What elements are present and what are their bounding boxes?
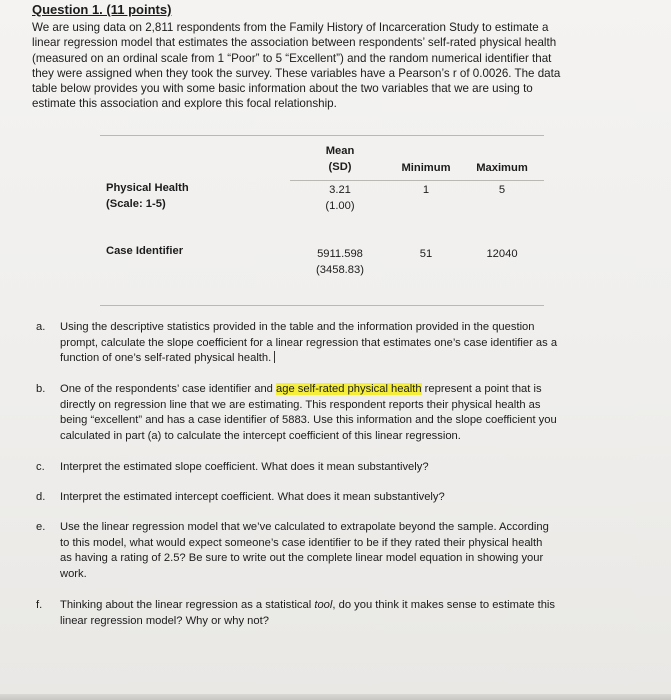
part-line: Using the descriptive statistics provided in the table and the information provided in the question bbox=[60, 321, 535, 333]
part-line-post: , do you think it makes sense to estimate this bbox=[332, 599, 556, 611]
part-line-pre: Thinking about the linear regression as a statistical bbox=[60, 599, 315, 611]
part-marker: e. bbox=[36, 521, 46, 533]
part-marker: c. bbox=[36, 461, 45, 473]
part-line: as having a rating of 2.5? Be sure to write out the complete linear model equation in showing your bbox=[60, 552, 544, 565]
text-cursor bbox=[274, 351, 275, 363]
page-bottom-edge bbox=[0, 694, 671, 700]
intro-line: estimate this association and explore this focal relationship. bbox=[32, 97, 337, 111]
cell-maximum: 5 bbox=[498, 184, 506, 196]
header-sd: (SD) bbox=[328, 161, 352, 173]
question-intro bbox=[32, 20, 632, 112]
part-marker: d. bbox=[36, 491, 46, 503]
table-header-rule bbox=[290, 180, 544, 181]
part-marker: a. bbox=[36, 321, 46, 333]
intro-line: they were assigned when they took the survey. These variables have a Pearson’s r of 0.0026. The data bbox=[32, 66, 561, 80]
part-line-with-italic bbox=[60, 598, 640, 614]
part-line: directly on regression line that we are estimating. This respondent reports their physical health as bbox=[60, 398, 541, 411]
part-marker: f. bbox=[36, 599, 43, 611]
table-bottom-rule bbox=[100, 305, 544, 306]
cell-minimum: 1 bbox=[422, 184, 430, 196]
intro-line: We are using data on 2,811 respondents from the Family History of Incarceration Study to estimate a bbox=[32, 21, 549, 34]
intro-line: (measured on an ordinal scale from 1 “Poor” to 5 “Excellent”) and the random numerical identifier that bbox=[32, 51, 552, 65]
row-label: Physical Health bbox=[106, 182, 189, 194]
cell-minimum: 51 bbox=[419, 248, 433, 260]
highlighted-text: age self-rated physical health bbox=[276, 383, 422, 395]
cell-sd: (3458.83) bbox=[316, 264, 364, 276]
part-line-with-cursor bbox=[60, 351, 640, 367]
header-minimum: Minimum bbox=[401, 162, 451, 174]
part-line: prompt, calculate the slope coefficient for a linear regression that estimates one’s case identifier as a bbox=[60, 336, 558, 349]
part-line: Interpret the estimated slope coefficient. What does it mean substantively? bbox=[60, 461, 429, 473]
italic-text: tool bbox=[314, 599, 333, 611]
row-label-scale: (Scale: 1-5) bbox=[106, 198, 166, 210]
question-title: Question 1. (11 points) bbox=[32, 2, 172, 17]
part-line-post: represent a point that is bbox=[421, 383, 542, 395]
cell-sd: (1.00) bbox=[325, 200, 355, 212]
part-line-pre: One of the respondents’ case identifier and bbox=[60, 383, 277, 395]
part-line: being “excellent” and has a case identifier of 5883. Use this information and the slope coefficient you bbox=[60, 414, 557, 427]
part-line: linear regression model? Why or why not? bbox=[60, 614, 269, 627]
part-line: to this model, what would expect someone’s case identifier to be if they rated their physical health bbox=[60, 536, 543, 549]
header-mean: Mean bbox=[325, 145, 355, 157]
part-line: Use the linear regression model that we’ve calculated to extrapolate beyond the sample. According bbox=[60, 521, 549, 533]
row-label: Case Identifier bbox=[106, 245, 184, 257]
cell-mean: 5911.598 bbox=[317, 248, 363, 260]
part-line: Interpret the estimated intercept coefficient. What does it mean substantively? bbox=[60, 491, 445, 503]
header-maximum: Maximum bbox=[476, 162, 528, 174]
cell-mean: 3.21 bbox=[329, 184, 351, 196]
cell-maximum: 12040 bbox=[486, 248, 518, 260]
table-top-rule bbox=[100, 135, 544, 136]
part-line-highlighted bbox=[60, 382, 640, 398]
part-line-text: function of one’s self-rated physical health. bbox=[60, 352, 272, 365]
part-line: calculated in part (a) to calculate the intercept coefficient of this linear regression. bbox=[60, 429, 461, 442]
intro-line: table below provides you with some basic information about the two variables that we are using to bbox=[32, 82, 533, 96]
part-line: work. bbox=[60, 567, 87, 580]
part-marker: b. bbox=[36, 383, 46, 395]
intro-line: linear regression model that estimates the association between respondents’ self-rated physical health bbox=[32, 36, 557, 50]
